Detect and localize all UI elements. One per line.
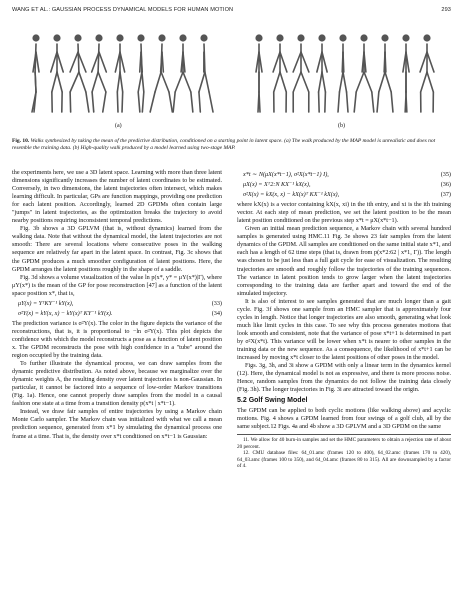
walk-map-illustration <box>18 22 220 119</box>
paragraph: Figs. 3g, 3h, and 3i show a GPDM with only a linear term in the dynamics kernel (12). Here, the dynamical model is not as expressive, and there is more process noise. Hence, random samples from the dynamics do not follow the training data closely (Fig. 3h). The longer trajectories in Fig. 3i are attracted toward the origin. <box>237 362 451 394</box>
section-title: Golf Swing Model <box>248 397 308 405</box>
figure-panel-b <box>241 22 443 119</box>
walker-pose <box>354 34 374 112</box>
walker-pose <box>402 34 409 112</box>
footnote: 11. We allow for 40 burn-in samples and set the HMC parameters to obtain a rejection rate of about 20 percent. <box>237 437 451 450</box>
paragraph: Given an initial mean prediction sequence, a Markov chain with several hundred samples is generated using HMC.11 Fig. 3e shows 23 fair samples from the latent dynamics of the GPDM. All samples are conditioned on the same initial state x*1, and each has a length of 62 time steps (that is, drawn from p(x*2:62 | x*1, Γ)). The length was chosen to be just less than a full gait cycle for ease of visualization. The resulting trajectories are smooth and roughly follow the trajectories of the training sequences. The variance in latent position tends to grow larger when the latent trajectories corresponding to the training data are farther apart and toward the end of the simulated trajectory. <box>237 225 451 297</box>
header-title: WANG ET AL.: GAUSSIAN PROCESS DYNAMICAL MODELS FOR HUMAN MOTION <box>12 7 234 13</box>
panel-b-label: (b) <box>338 123 345 129</box>
equation-number: (37) <box>440 191 451 199</box>
walker-pose <box>273 34 287 112</box>
footnote: 12. CMU database files: 64_01.amc (frames 120 to 400), 64_02.amc (frames 170 to 420), 64_03.amc (frames 100 to 350), and 64_04.amc (frames 80 to 315). All are downsampled by a factor of 4. <box>237 450 451 470</box>
equation-33 <box>12 300 222 308</box>
equation-34 <box>12 310 222 318</box>
equation-number: (35) <box>440 171 451 178</box>
right-column <box>237 169 451 469</box>
walker-pose <box>137 34 144 112</box>
paragraph: Fig. 3d shows a volume visualization of the value ln p(x*, y* = μY(x*)|Γ), where μY(x*) is the mean of the GP for pose reconstruction [47] as a function of the latent space position x*, that is, <box>12 273 222 297</box>
left-column <box>12 169 222 441</box>
caption-label: Fig. 10. <box>12 138 30 144</box>
paragraph: The GPDM can be applied to both cyclic motions (like walking above) and acyclic motions. Fig. 4 shows a GPDM learned from four swings of a golf club, all by the same subject.12 Figs. 4a and 4b show a 3D GPLVM and a 3D GPDM on the same <box>237 407 451 431</box>
paragraph: where kX(x) is a vector containing kX(x, xi) in the ith entry, and xi is the ith training vector. At each step of mean prediction, we set the latent position to be the mean latent position conditioned on the previous step x*t = μX(x*t−1). <box>237 201 451 225</box>
walker-pose <box>32 34 40 112</box>
walker-pose <box>173 34 193 112</box>
equation-body: μX(x) = Xᵀ2:N KX⁻¹ kX(x), <box>243 181 311 189</box>
walk-two-stage-map-illustration <box>241 22 443 119</box>
equation-body: μY(x) = YᵀKY⁻¹ kY(x), <box>18 299 74 307</box>
paragraph: To further illustrate the dynamical process, we can draw samples from the dynamic predictive distribution. As noted above, because we marginalize over the dynamic weights A, the resulting density over latent trajectories is non-Gaussian. In particular, it cannot be factored into a sequence of low-order Markov transitions (Fig. 1a). Hence, one cannot properly draw samples from the model in a causal fashion one state at a time from a transition density p(x*t | x*t−1). <box>12 360 222 408</box>
paragraph: It is also of interest to see samples generated that are much longer than a gait cycle. Fig. 3f shows one sample from an HMC sampler that is approximately four cycles in length. Notice that longer trajectories are also smooth, generating what look much like limit cycles in this case. To see why this process generates motions that look smooth and consistent, note that the variance of pose x*t+1 is determined in part by σ²X(x*t). This variance will be lower when x*t is nearer to other samples in the training data or the new sequence. As a consequence, the likelihood of x*t+1 can be increased by moving x*t closer to the latent positions of other poses in the model. <box>237 297 451 362</box>
footnotes <box>237 434 451 469</box>
equation-body: σ²Y(x) = kY(x, x) − kY(x)ᵀ KY⁻¹ kY(x). <box>18 309 113 317</box>
equation-37 <box>237 191 451 199</box>
equation-35 <box>237 171 451 179</box>
walker-pose <box>255 34 262 112</box>
equation-number: (34) <box>211 309 222 317</box>
walker-pose <box>51 34 63 112</box>
paragraph: the experiments here, we use a 3D latent space. Learning with more than three latent dimensions significantly increases the number of latent coordinates to be estimated. Conversely, in two dimensions, the latent trajectories often intersect, which makes learning difficult. In particular, GPs are function mappings, providing one prediction for each latent position. Accordingly, learned 2D GPDMs often contain large "jumps" in latent trajectories, as the optimization breaks the trajectory to avoid nearby positions requiring inconsistent temporal predictions. <box>12 169 222 225</box>
equation-number: (36) <box>440 181 451 189</box>
paragraph: Fig. 3b shows a 3D GPLVM (that is, without dynamics) learned from the walking data. Note that without the dynamical model, the latent trajectories are not smooth: There are several locations where consecutive poses in the walking sequence are relatively far apart in the latent space. In contrast, Fig. 3c shows that the GPDM produces a much smoother configuration of latent positions. Here, the GPDM arranges the latent positions roughly in the shape of a saddle. <box>12 225 222 273</box>
equation-36 <box>237 181 451 189</box>
equation-number: (33) <box>211 299 222 307</box>
figure-panel-a <box>18 22 220 119</box>
figure-caption <box>12 138 450 152</box>
walker-pose <box>150 34 172 112</box>
page-number: 293 <box>441 7 451 13</box>
walker-pose <box>293 34 309 112</box>
equation-body: σ²X(x) = kX(x, x) − kX(x)ᵀ KX⁻¹ kX(x), <box>243 191 340 199</box>
paragraph: The prediction variance is σ²Y(x). The color in the figure depicts the variance of the reconstructions, that is, it is proportional to −ln σ²Y(x). This plot depicts the confidence with which the model reconstructs a pose as a function of latent position x. The GPDM reconstructs the pose with high confidence in a "tube" around the region occupied by the training data. <box>12 319 222 360</box>
paragraph: Instead, we draw fair samples of entire trajectories by using a Markov chain Monte Carlo sampler. The Markov chain was initialized with what we call a mean prediction sequence, generated from x*1 by simulating the dynamical process one frame at a time. That is, the density over x*t conditioned on x*t−1 is Gaussian: <box>12 408 222 440</box>
section-number: 5.2 <box>237 397 247 405</box>
panel-a-label: (a) <box>115 123 122 129</box>
running-header <box>12 7 451 17</box>
section-heading <box>237 397 451 405</box>
walker-pose <box>338 34 348 112</box>
walker-pose <box>377 34 393 112</box>
walker-pose <box>115 34 124 112</box>
walker-pose <box>420 34 434 112</box>
figure-10 <box>18 22 445 132</box>
walker-pose <box>92 34 107 112</box>
equation-body: x*t ∼ N(μX(x*t−1), σ²X(x*t−1) I), <box>243 171 329 178</box>
caption-text: Walks synthesized by taking the mean of the predictive distribution, conditioned on a starting point in latent space. (a) The walk produced by the MAP model is unrealistic and does not resemble the training data. (b) High-quality walk produced by a model learned using two-stage MAP. <box>12 138 436 151</box>
walker-pose <box>199 34 213 112</box>
walker-pose <box>70 34 89 112</box>
walker-pose <box>317 34 327 112</box>
